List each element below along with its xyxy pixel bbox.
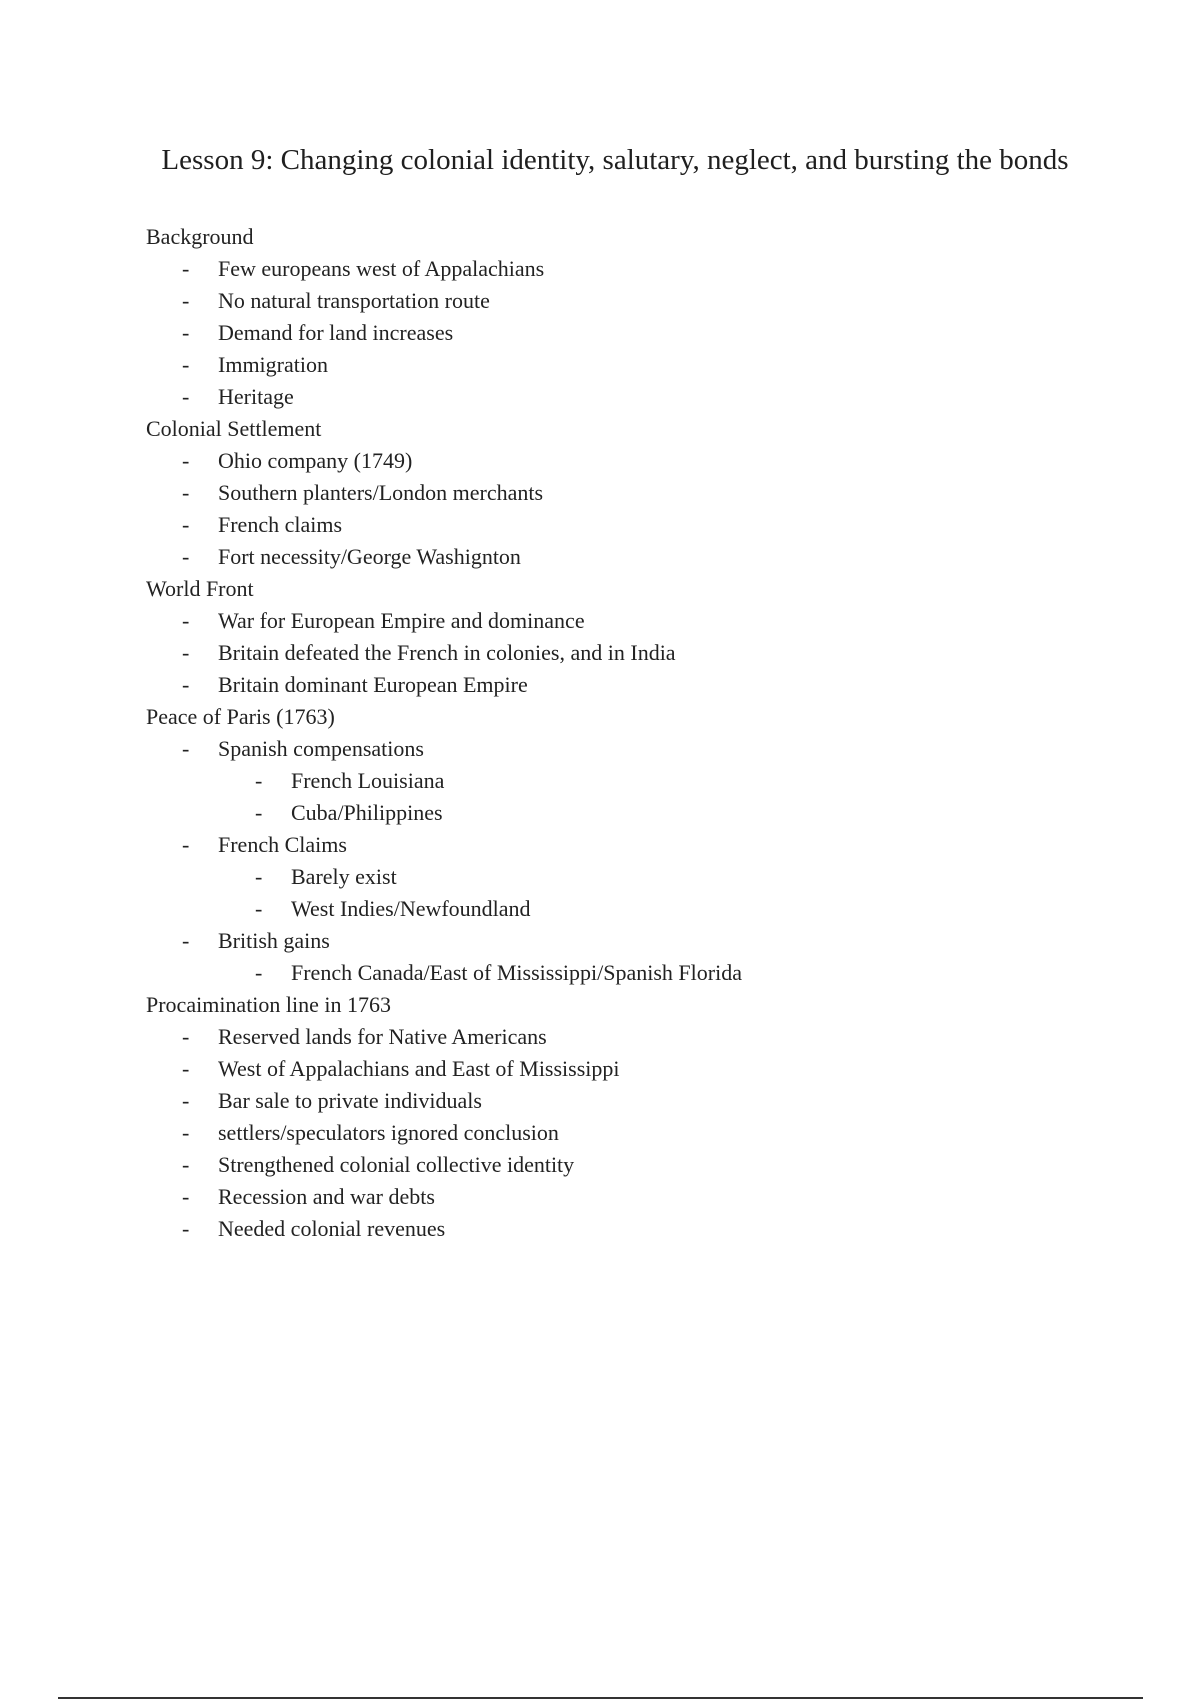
dash-marker: - — [182, 1056, 190, 1081]
dash-marker: - — [255, 768, 263, 793]
bullet-list — [146, 1021, 1146, 1245]
dash-marker: - — [182, 1120, 190, 1145]
bullet-text: Britain defeated the French in colonies, and in India — [218, 640, 676, 665]
dash-marker: - — [182, 1088, 190, 1113]
bullet-text: settlers/speculators ignored conclusion — [218, 1120, 559, 1145]
bullet-item — [146, 1021, 1146, 1053]
bullet-list — [146, 445, 1146, 573]
bullet-text: Few europeans west of Appalachians — [218, 256, 545, 281]
bullet-item — [146, 1149, 1146, 1181]
sub-bullet-item — [146, 861, 1146, 893]
dash-marker: - — [182, 1024, 190, 1049]
bullet-text: Immigration — [218, 352, 328, 377]
bullet-text: West Indies/Newfoundland — [291, 896, 531, 921]
sub-bullet-item — [146, 957, 1146, 989]
dash-marker: - — [255, 800, 263, 825]
bottom-divider — [58, 1697, 1143, 1699]
dash-marker: - — [182, 1184, 190, 1209]
bullet-text: Needed colonial revenues — [218, 1216, 446, 1241]
dash-marker: - — [182, 640, 190, 665]
dash-marker: - — [182, 448, 190, 473]
notes-content — [146, 221, 1146, 1245]
bullet-text: No natural transportation route — [218, 288, 490, 313]
bullet-list — [146, 733, 1146, 989]
bullet-item — [146, 349, 1146, 381]
bullet-text: British gains — [218, 928, 330, 953]
bullet-item — [146, 733, 1146, 765]
bullet-text: Fort necessity/George Washignton — [218, 544, 521, 569]
bullet-text: Spanish compensations — [218, 736, 424, 761]
section-heading: Colonial Settlement — [146, 416, 322, 441]
bullet-item — [146, 253, 1146, 285]
bullet-text: Southern planters/London merchants — [218, 480, 544, 505]
bullet-item — [146, 1213, 1146, 1245]
bullet-item — [146, 509, 1146, 541]
bullet-item — [146, 829, 1146, 861]
dash-marker: - — [255, 864, 263, 889]
bullet-text: War for European Empire and dominance — [218, 608, 585, 633]
bullet-list — [146, 605, 1146, 701]
bullet-text: Demand for land increases — [218, 320, 454, 345]
dash-marker: - — [182, 928, 190, 953]
dash-marker: - — [182, 608, 190, 633]
bullet-text: Strengthened colonial collective identity — [218, 1152, 575, 1177]
bullet-item — [146, 317, 1146, 349]
bullet-item — [146, 925, 1146, 957]
bullet-text: French Louisiana — [291, 768, 445, 793]
dash-marker: - — [182, 736, 190, 761]
bullet-text: Recession and war debts — [218, 1184, 435, 1209]
bullet-text: French Claims — [218, 832, 347, 857]
section-heading: Peace of Paris (1763) — [146, 704, 335, 729]
dash-marker: - — [182, 832, 190, 857]
bullet-item — [146, 1181, 1146, 1213]
bullet-text: French Canada/East of Mississippi/Spanish Florida — [291, 960, 742, 985]
section-heading: World Front — [146, 576, 254, 601]
bullet-text: Ohio company (1749) — [218, 448, 413, 473]
bullet-text: Reserved lands for Native Americans — [218, 1024, 547, 1049]
dash-marker: - — [182, 512, 190, 537]
bullet-item — [146, 381, 1146, 413]
bullet-text: Bar sale to private individuals — [218, 1088, 482, 1113]
bullet-item — [146, 637, 1146, 669]
bullet-text: Britain dominant European Empire — [218, 672, 528, 697]
page-title: Lesson 9: Changing colonial identity, salutary, neglect, and bursting the bonds — [161, 144, 1069, 176]
bullet-item — [146, 1053, 1146, 1085]
bullet-item — [146, 285, 1146, 317]
dash-marker: - — [182, 288, 190, 313]
dash-marker: - — [182, 256, 190, 281]
bullet-item — [146, 541, 1146, 573]
dash-marker: - — [182, 480, 190, 505]
dash-marker: - — [182, 544, 190, 569]
bullet-text: Heritage — [218, 384, 294, 409]
dash-marker: - — [182, 352, 190, 377]
bullet-item — [146, 1085, 1146, 1117]
bullet-item — [146, 477, 1146, 509]
bullet-text: West of Appalachians and East of Mississippi — [218, 1056, 620, 1081]
dash-marker: - — [182, 672, 190, 697]
bullet-list — [146, 253, 1146, 413]
bullet-text: Cuba/Philippines — [291, 800, 443, 825]
dash-marker: - — [182, 1152, 190, 1177]
section-heading: Procaimination line in 1763 — [146, 992, 392, 1017]
sub-bullet-item — [146, 797, 1146, 829]
bullet-text: French claims — [218, 512, 343, 537]
sub-bullet-item — [146, 765, 1146, 797]
bullet-text: Barely exist — [291, 864, 397, 889]
dash-marker: - — [182, 384, 190, 409]
dash-marker: - — [182, 1216, 190, 1241]
bullet-item — [146, 445, 1146, 477]
dash-marker: - — [255, 960, 263, 985]
sub-bullet-item — [146, 893, 1146, 925]
bullet-item — [146, 1117, 1146, 1149]
section-heading: Background — [146, 224, 254, 249]
bullet-item — [146, 669, 1146, 701]
dash-marker: - — [255, 896, 263, 921]
bullet-item — [146, 605, 1146, 637]
dash-marker: - — [182, 320, 190, 345]
